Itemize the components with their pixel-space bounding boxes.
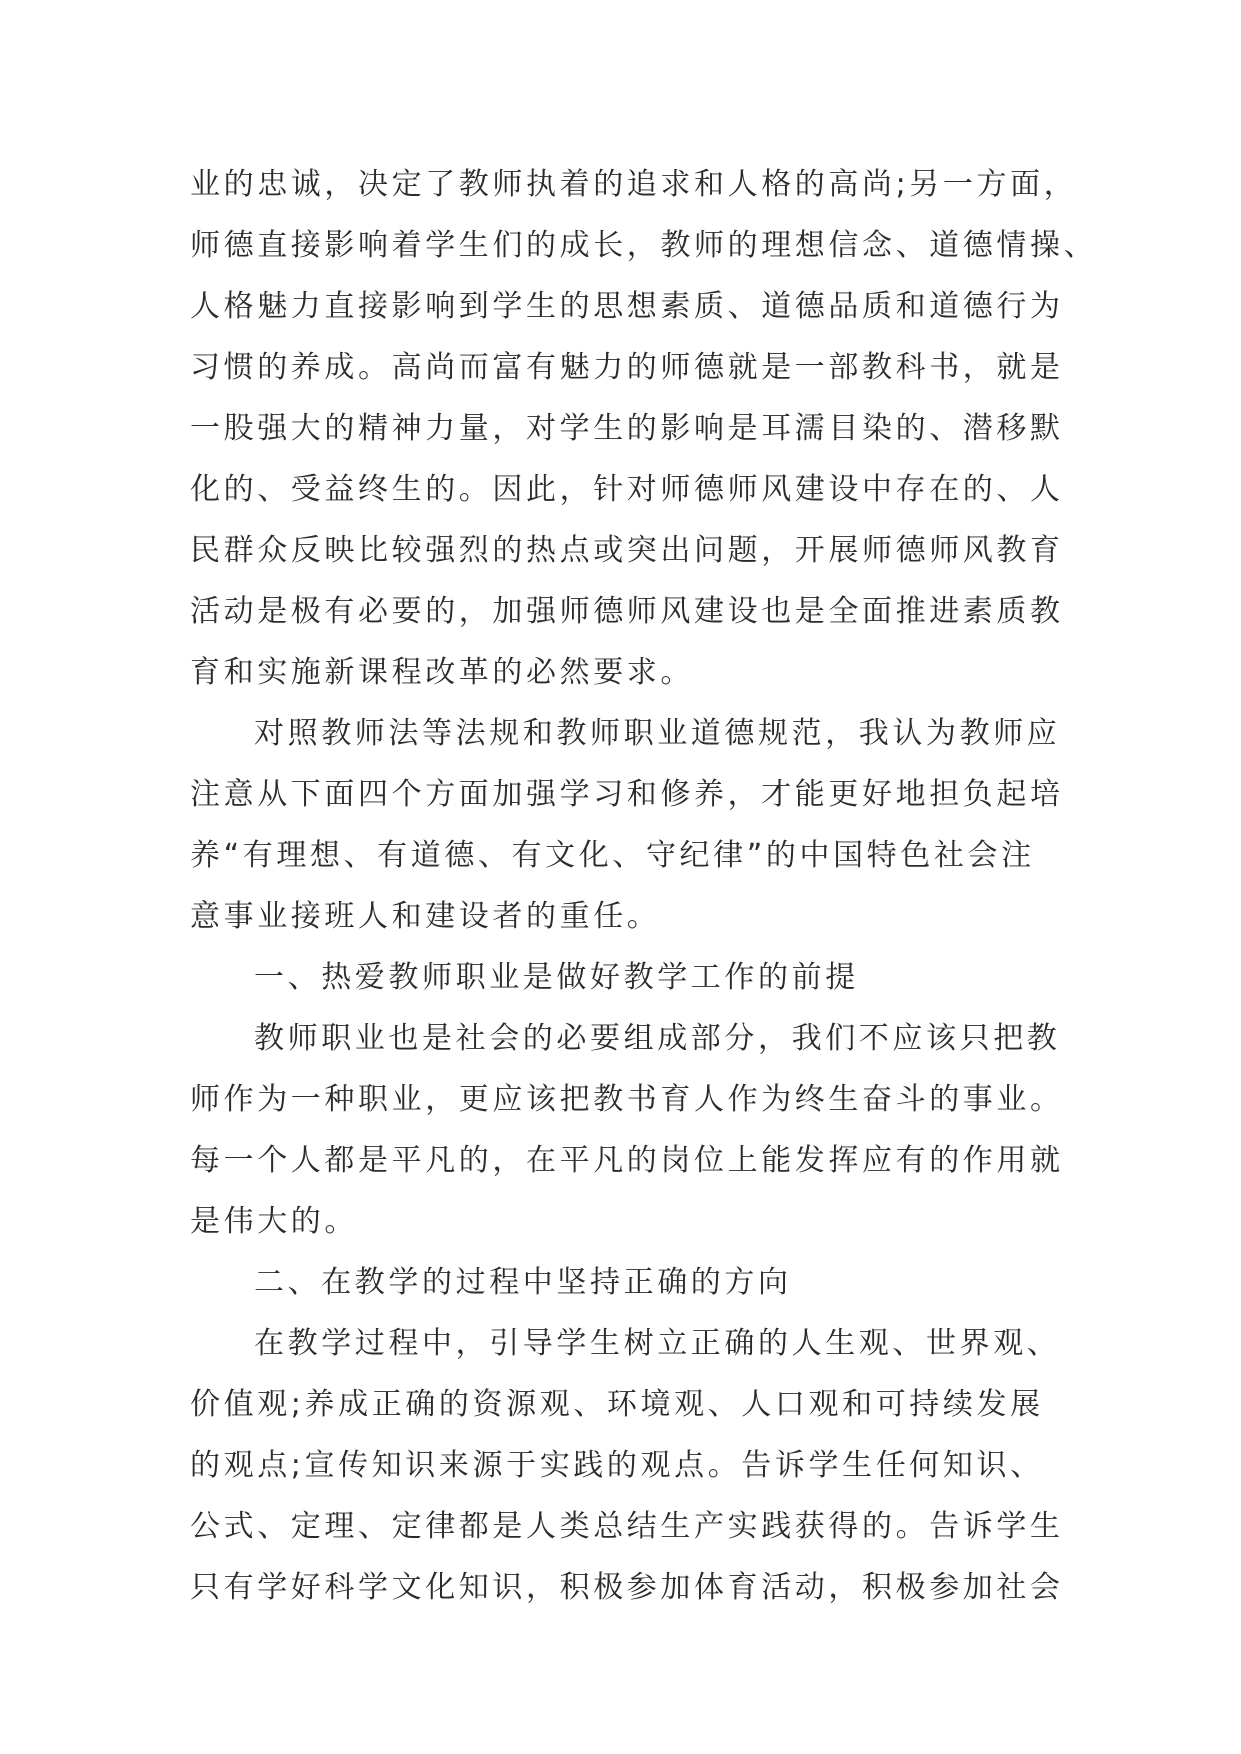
paragraph-start-line: 教师职业也是社会的必要组成部分，我们不应该只把教 xyxy=(254,1021,1061,1056)
text-line: 只有学好科学文化知识，积极参加体育活动，积极参加社会 xyxy=(190,1570,1064,1605)
text-line: 养“有理想、有道德、有文化、守纪律”的中国特色社会注 xyxy=(190,838,1035,873)
text-line: 民群众反映比较强烈的热点或突出问题，开展师德师风教育 xyxy=(190,533,1064,568)
text-line: 习惯的养成。高尚而富有魅力的师德就是一部教科书，就是 xyxy=(190,350,1064,385)
paragraph-start-line: 对照教师法等法规和教师职业道德规范，我认为教师应 xyxy=(254,716,1061,751)
section-heading-1: 一、热爱教师职业是做好教学工作的前提 xyxy=(254,960,859,995)
text-line: 育和实施新课程改革的必然要求。 xyxy=(190,655,694,690)
body-text xyxy=(190,154,1098,1618)
text-line: 的观点;宣传知识来源于实践的观点。告诉学生任何知识、 xyxy=(190,1448,1044,1483)
text-line: 化的、受益终生的。因此，针对师德师风建设中存在的、人 xyxy=(190,472,1064,507)
paragraph-start-line: 在教学过程中，引导学生树立正确的人生观、世界观、 xyxy=(254,1326,1061,1361)
text-line: 活动是极有必要的，加强师德师风建设也是全面推进素质教 xyxy=(190,594,1064,629)
text-line: 一股强大的精神力量，对学生的影响是耳濡目染的、潜移默 xyxy=(190,411,1064,446)
section-heading-2: 二、在教学的过程中坚持正确的方向 xyxy=(254,1265,792,1300)
text-line: 师作为一种职业，更应该把教书育人作为终生奋斗的事业。 xyxy=(190,1082,1064,1117)
text-line: 意事业接班人和建设者的重任。 xyxy=(190,899,661,934)
text-line: 价值观;养成正确的资源观、环境观、人口观和可持续发展 xyxy=(190,1387,1044,1422)
text-line: 师德直接影响着学生们的成长，教师的理想信念、道德情操、 xyxy=(190,228,1098,263)
text-line: 是伟大的。 xyxy=(190,1204,358,1239)
text-line: 业的忠诚，决定了教师执着的追求和人格的高尚;另一方面， xyxy=(190,167,1078,202)
text-line: 注意从下面四个方面加强学习和修养，才能更好地担负起培 xyxy=(190,777,1064,812)
text-line: 人格魅力直接影响到学生的思想素质、道德品质和道德行为 xyxy=(190,289,1064,324)
text-line: 每一个人都是平凡的，在平凡的岗位上能发挥应有的作用就 xyxy=(190,1143,1064,1178)
text-line: 公式、定理、定律都是人类总结生产实践获得的。告诉学生 xyxy=(190,1509,1064,1544)
